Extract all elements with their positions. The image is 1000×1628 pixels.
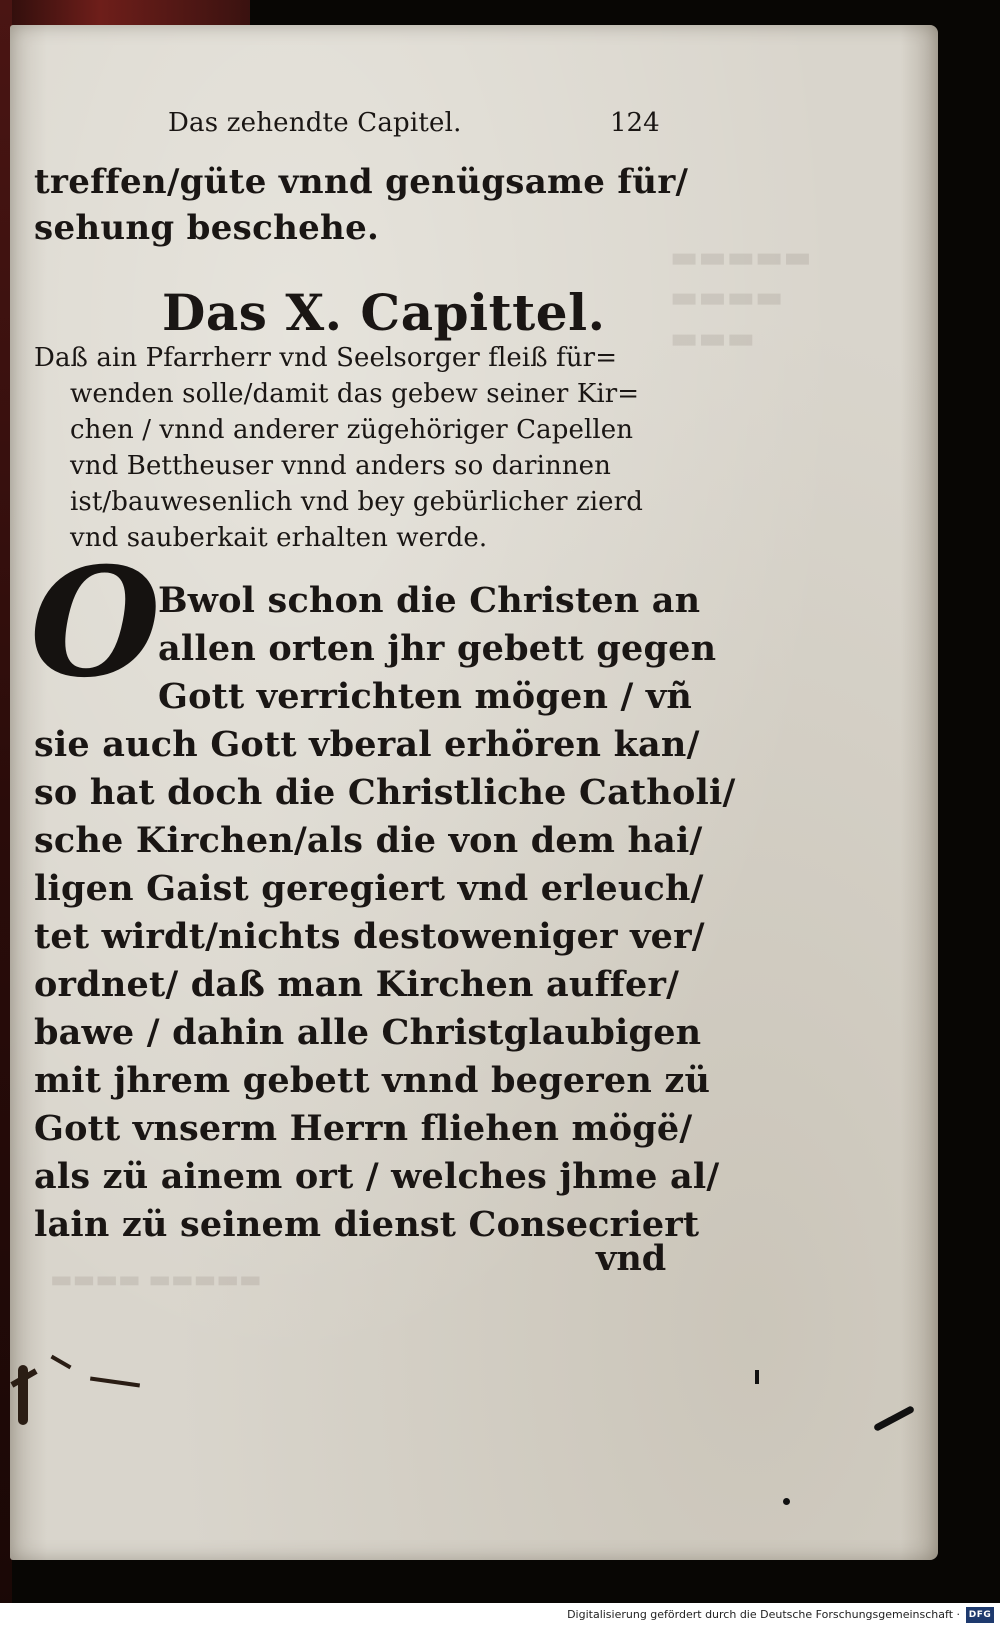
body-line: sie auch Gott vberal erhören kan/ xyxy=(34,724,700,765)
body-line: als zü ainem ort / welches jhme al/ xyxy=(34,1156,720,1197)
chapter-summary-line: chen / vnnd anderer zügehöriger Capellen xyxy=(70,415,634,445)
show-through-text: ▬▬▬▬▬ xyxy=(670,240,812,275)
body-line: allen orten jhr gebett gegen xyxy=(158,628,717,669)
body-line: so hat doch die Christliche Catholi/ xyxy=(34,772,736,813)
continuation-line: treffen/güte vnnd genügsame für/ xyxy=(34,162,689,202)
funding-credit: Digitalisierung gefördert durch die Deutsche Forschungsgemeinschaft · xyxy=(567,1608,960,1621)
chapter-summary-line: Daß ain Pfarrherr vnd Seelsorger fleiß für= xyxy=(34,343,618,373)
continuation-line: sehung beschehe. xyxy=(34,208,380,248)
dfg-logo-icon: DFG xyxy=(966,1607,994,1623)
body-line: bawe / dahin alle Christglaubigen xyxy=(34,1012,702,1053)
body-line: lain zü seinem dienst Consecriert xyxy=(34,1204,700,1245)
body-line: ligen Gaist geregiert vnd erleuch/ xyxy=(34,868,704,909)
chapter-summary-line: ist/bauwesenlich vnd bey gebürlicher zierd xyxy=(70,487,643,517)
body-line: ordnet/ daß man Kirchen auffer/ xyxy=(34,964,680,1005)
show-through-text: ▬▬▬▬ ▬▬▬▬▬ xyxy=(50,1265,262,1293)
body-line: Bwol schon die Christen an xyxy=(158,580,701,621)
chapter-heading: Das X. Capittel. xyxy=(162,283,606,342)
decorated-initial-letter: O xyxy=(30,535,161,711)
body-line: Gott vnserm Herrn fliehen mögë/ xyxy=(34,1108,693,1149)
catchword: vnd xyxy=(596,1238,667,1279)
body-line: mit jhrem gebett vnnd begeren zü xyxy=(34,1060,711,1101)
show-through-text: ▬▬▬ xyxy=(670,321,756,356)
show-through-text: ▬▬▬▬ xyxy=(670,280,784,315)
chapter-summary-line: vnd Bettheuser vnnd anders so darinnen xyxy=(70,451,612,481)
body-line: tet wirdt/nichts destoweniger ver/ xyxy=(34,916,705,957)
running-head: Das zehendte Capitel. xyxy=(168,108,462,138)
chapter-summary-line: wenden solle/damit das gebew seiner Kir= xyxy=(70,379,640,409)
page-number: 124 xyxy=(610,108,660,138)
body-line: sche Kirchen/als die von dem hai/ xyxy=(34,820,703,861)
body-line: Gott verrichten mögen / vñ xyxy=(158,676,693,717)
digitization-footer xyxy=(0,1603,1000,1628)
chapter-summary-line: vnd sauberkait erhalten werde. xyxy=(70,523,488,553)
